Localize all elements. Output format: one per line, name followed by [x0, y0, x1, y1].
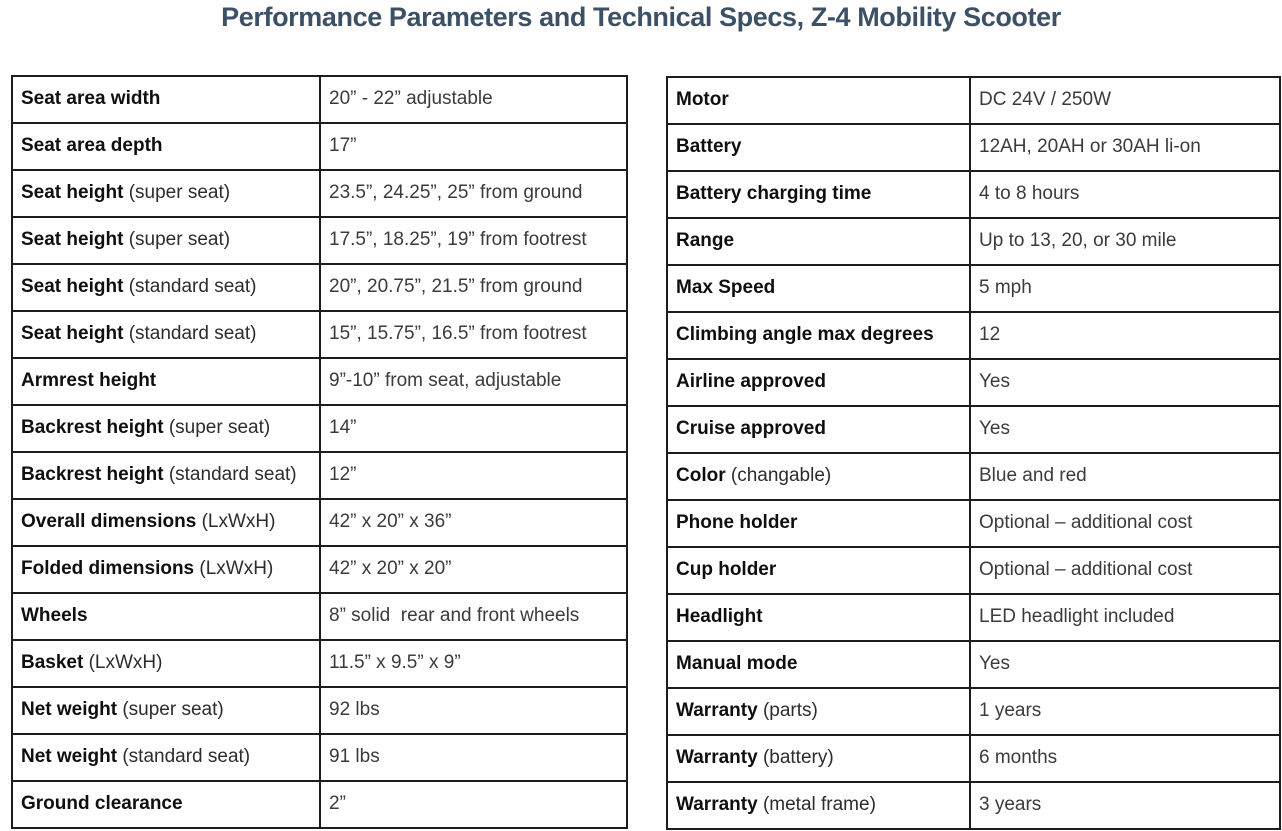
table-row [667, 406, 1280, 453]
spec-name-cell [667, 453, 970, 500]
spec-name-cell [12, 264, 320, 311]
spec-value-cell: 92 lbs [320, 687, 627, 734]
table-row [12, 76, 627, 123]
left-spec-table-body [12, 76, 627, 828]
spec-value-cell: 17” [320, 123, 627, 170]
table-row [12, 217, 627, 264]
spec-label: Range [676, 230, 735, 252]
spec-value-cell: Yes [970, 359, 1280, 406]
spec-label-suffix: (super seat) [128, 229, 231, 251]
page-title: Performance Parameters and Technical Specs, Z-4 Mobility Scooter [221, 2, 1061, 32]
spec-name-cell [667, 265, 970, 312]
spec-label: Seat height [21, 323, 124, 345]
spec-label: Backrest height [21, 464, 164, 486]
spec-value-cell: 20”, 20.75”, 21.5” from ground [320, 264, 627, 311]
spec-value-cell: 91 lbs [320, 734, 627, 781]
spec-value-cell: LED headlight included [970, 594, 1280, 641]
spec-value-cell: 1 years [970, 688, 1280, 735]
spec-name-cell [12, 405, 320, 452]
table-row [667, 453, 1280, 500]
spec-label: Climbing angle max degrees [676, 324, 934, 346]
spec-value-cell: 42” x 20” x 36” [320, 499, 627, 546]
table-row [667, 641, 1280, 688]
spec-name-cell [667, 594, 970, 641]
spec-label-suffix: (LxWxH) [199, 558, 274, 580]
spec-label: Ground clearance [21, 793, 183, 815]
spec-value-cell: DC 24V / 250W [970, 77, 1280, 124]
spec-value-cell: 17.5”, 18.25”, 19” from footrest [320, 217, 627, 264]
table-row [12, 170, 627, 217]
table-row [12, 593, 627, 640]
table-row [12, 264, 627, 311]
spec-label-suffix: (LxWxH) [201, 511, 276, 533]
spec-label-suffix: (standard seat) [168, 464, 297, 486]
spec-name-cell [12, 640, 320, 687]
spec-label-suffix: (metal frame) [762, 794, 876, 816]
table-row [12, 499, 627, 546]
table-row [667, 265, 1280, 312]
table-row [12, 405, 627, 452]
spec-label: Warranty [676, 794, 758, 816]
spec-name-cell [667, 547, 970, 594]
spec-name-cell [667, 359, 970, 406]
table-row [667, 735, 1280, 782]
spec-name-cell [12, 123, 320, 170]
spec-name-cell [667, 782, 970, 829]
table-row [667, 688, 1280, 735]
spec-name-cell [667, 406, 970, 453]
table-row [12, 687, 627, 734]
spec-name-cell [12, 217, 320, 264]
table-row [12, 452, 627, 499]
spec-label: Folded dimensions [21, 558, 195, 580]
spec-value-cell: 8” solid rear and front wheels [320, 593, 627, 640]
spec-label: Color [676, 465, 726, 487]
spec-name-cell [12, 499, 320, 546]
table-row [667, 500, 1280, 547]
spec-label: Battery charging time [676, 183, 872, 205]
left-spec-table [11, 75, 628, 829]
spec-value-cell: Yes [970, 406, 1280, 453]
spec-label-suffix: (standard seat) [122, 746, 251, 768]
spec-value-cell: Yes [970, 641, 1280, 688]
spec-label: Warranty [676, 747, 758, 769]
spec-value-cell: 3 years [970, 782, 1280, 829]
spec-label-suffix: (super seat) [128, 182, 231, 204]
spec-label: Manual mode [676, 653, 798, 675]
spec-value-cell: 11.5” x 9.5” x 9” [320, 640, 627, 687]
table-row [12, 358, 627, 405]
spec-label: Seat area width [21, 88, 161, 110]
table-row [667, 547, 1280, 594]
spec-value-cell: Up to 13, 20, or 30 mile [970, 218, 1280, 265]
table-row [667, 594, 1280, 641]
spec-name-cell [667, 735, 970, 782]
spec-name-cell [12, 311, 320, 358]
spec-label-suffix: (super seat) [168, 417, 271, 439]
spec-value-cell: 12AH, 20AH or 30AH li-on [970, 124, 1280, 171]
spec-name-cell [667, 77, 970, 124]
table-row [667, 77, 1280, 124]
table-row [667, 171, 1280, 218]
spec-value-cell: 12” [320, 452, 627, 499]
spec-label: Max Speed [676, 277, 776, 299]
spec-value-cell: 12 [970, 312, 1280, 359]
spec-label: Airline approved [676, 371, 826, 393]
table-row [12, 546, 627, 593]
spec-value-cell: 4 to 8 hours [970, 171, 1280, 218]
spec-label: Motor [676, 89, 729, 111]
spec-label: Overall dimensions [21, 511, 197, 533]
spec-name-cell [667, 124, 970, 171]
spec-label: Headlight [676, 606, 763, 628]
table-row [667, 782, 1280, 829]
spec-label: Seat height [21, 229, 124, 251]
spec-name-cell [12, 76, 320, 123]
spec-label-suffix: (parts) [762, 700, 818, 722]
right-spec-table [666, 76, 1281, 830]
spec-value-cell: Blue and red [970, 453, 1280, 500]
spec-label-suffix: (super seat) [122, 699, 224, 721]
spec-label-suffix: (standard seat) [128, 276, 257, 298]
table-row [667, 218, 1280, 265]
spec-name-cell [667, 641, 970, 688]
table-row [667, 124, 1280, 171]
spec-label: Net weight [21, 699, 118, 721]
spec-name-cell [12, 170, 320, 217]
spec-name-cell [12, 781, 320, 828]
spec-label: Phone holder [676, 512, 798, 534]
right-spec-table-body [667, 77, 1280, 829]
spec-name-cell [667, 688, 970, 735]
table-row [12, 640, 627, 687]
spec-value-cell: 15”, 15.75”, 16.5” from footrest [320, 311, 627, 358]
spec-label: Cup holder [676, 559, 777, 581]
table-row [667, 312, 1280, 359]
table-row [12, 123, 627, 170]
spec-label: Wheels [21, 605, 88, 627]
spec-label: Net weight [21, 746, 118, 768]
spec-value-cell: 6 months [970, 735, 1280, 782]
table-row [667, 359, 1280, 406]
spec-value-cell: 23.5”, 24.25”, 25” from ground [320, 170, 627, 217]
table-row [12, 734, 627, 781]
spec-name-cell [667, 500, 970, 547]
spec-label: Armrest height [21, 370, 157, 392]
table-row [12, 781, 627, 828]
spec-value-cell: 20” - 22” adjustable [320, 76, 627, 123]
spec-label-suffix: (LxWxH) [88, 652, 163, 674]
spec-name-cell [12, 687, 320, 734]
spec-name-cell [12, 452, 320, 499]
spec-label-suffix: (battery) [762, 747, 834, 769]
spec-value-cell: Optional – additional cost [970, 500, 1280, 547]
table-row [12, 311, 627, 358]
spec-name-cell [667, 312, 970, 359]
spec-name-cell [12, 734, 320, 781]
spec-value-cell: Optional – additional cost [970, 547, 1280, 594]
spec-label: Cruise approved [676, 418, 826, 440]
spec-label: Basket [21, 652, 84, 674]
spec-label: Backrest height [21, 417, 164, 439]
spec-label-suffix: (changable) [730, 465, 832, 487]
spec-label: Seat area depth [21, 135, 163, 157]
spec-name-cell [12, 593, 320, 640]
spec-label: Seat height [21, 276, 124, 298]
spec-name-cell [12, 358, 320, 405]
spec-label-suffix: (standard seat) [128, 323, 257, 345]
spec-value-cell: 2” [320, 781, 627, 828]
spec-value-cell: 9”-10” from seat, adjustable [320, 358, 627, 405]
spec-value-cell: 5 mph [970, 265, 1280, 312]
spec-name-cell [667, 218, 970, 265]
spec-value-cell: 42” x 20” x 20” [320, 546, 627, 593]
spec-label: Battery [676, 136, 742, 158]
spec-label: Warranty [676, 700, 758, 722]
spec-name-cell [667, 171, 970, 218]
spec-name-cell [12, 546, 320, 593]
spec-value-cell: 14” [320, 405, 627, 452]
spec-label: Seat height [21, 182, 124, 204]
